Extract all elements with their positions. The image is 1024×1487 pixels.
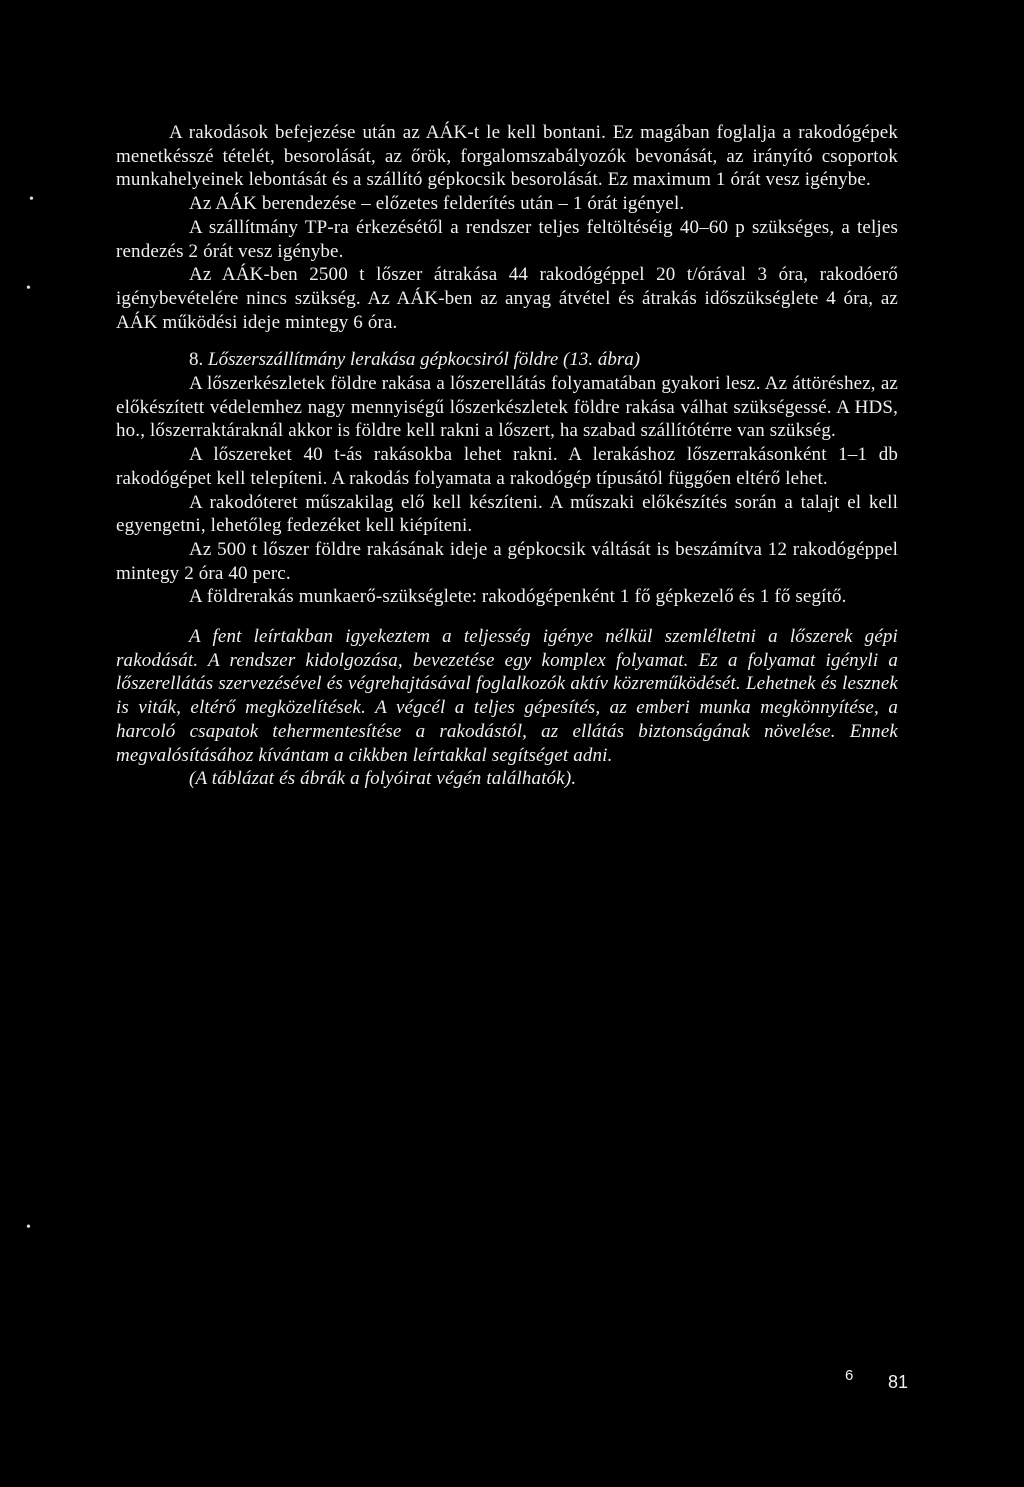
margin-dot: • <box>29 192 34 207</box>
margin-dot: • <box>26 1220 31 1235</box>
section-number: 8. <box>189 349 204 371</box>
paragraph: A földrerakás munkaerő-szükséglete: rakodógépenként 1 fő gépkezelő és 1 fő segítő. <box>189 586 847 608</box>
closing-paragraph: A fent leírtakban igyekeztem a teljesség igénye nélkül szemléltetni a lőszerek gépi rakodását. A rendszer kidolgozása, bevezetése egy komplex folyamat. Ez a folyamat igényli a lőszerellátás szervezésével és végrehajtásával foglalkozók aktív közreműködését. Lehetnek és lesznek is viták, eltérő megközelítések. A végcél a teljes gépesítés, az emberi munka megkönnyítése, a harcoló csapatok tehermentesítése a rakodástól, az ellátás biztonságának növelése. Ennek megvalósításához kívántam a cikkben leírtakkal segítséget adni. <box>116 626 898 766</box>
paragraph: A lőszereket 40 t-ás rakásokba lehet rakni. A lerakáshoz lőszerrakásonként 1–1 db rakodógépet kell telepíteni. A rakodás folyamata a rakodógép típusától függően eltérő lehet. <box>116 444 898 489</box>
margin-dot: • <box>26 281 31 296</box>
paragraph: A szállítmány TP-ra érkezésétől a rendszer teljes feltöltéséig 40–60 p szükséges, a teljes rendezés 2 órát vesz igénybe. <box>116 216 898 262</box>
section-heading <box>116 348 898 372</box>
closing-note: (A táblázat és ábrák a folyóirat végén találhatók). <box>189 768 577 790</box>
page-number: 81 <box>888 1372 909 1392</box>
paragraph: Az AÁK-ben 2500 t lőszer átrakása 44 rakodógéppel 20 t/órával 3 óra, rakodóerő igénybevételére nincs szükség. Az AÁK-ben az anyag átvétel és átrakás időszükséglete 4 óra, az AÁK működési ideje mintegy 6 óra. <box>116 264 898 333</box>
footer-mark: 6 <box>845 1367 854 1384</box>
spacer <box>116 609 898 625</box>
paragraph: A rakodások befejezése után az AÁK-t le kell bontani. Ez magában foglalja a rakodógépek menetkésszé tételét, besorolását, az őrök, forgalomszabályozók bevonását, az irányító csoportok munkahelyeinek lebontását és a szállító gépkocsik besorolását. Ez maximum 1 órát vesz igénybe. <box>116 122 898 191</box>
paragraph: Az AÁK berendezése – előzetes felderítés után – 1 órát igényel. <box>189 193 685 215</box>
paragraph: A rakodóteret műszakilag elő kell készíteni. A műszaki előkészítés során a talajt el kell egyengetni, lehetőleg fedezéket kell kiépíteni. <box>116 491 898 537</box>
article-body <box>116 121 898 791</box>
paragraph: Az 500 t lőszer földre rakásának ideje a gépkocsik váltását is beszámítva 12 rakodógéppel mintegy 2 óra 40 perc. <box>116 538 898 584</box>
paragraph: A lőszerkészletek földre rakása a lőszerellátás folyamatában gyakori lesz. Az áttöréshez, az előkészített védelemhez nagy mennyiségű lőszerkészletek földre rakása válhat szükségessé. A HDS, ho., lőszerraktáraknál akkor is földre kell rakni a lőszert, ha szabad szállítótérre van szükség. <box>116 373 898 442</box>
section-title: Lőszerszállítmány lerakása gépkocsiról földre (13. ábra) <box>208 349 641 371</box>
